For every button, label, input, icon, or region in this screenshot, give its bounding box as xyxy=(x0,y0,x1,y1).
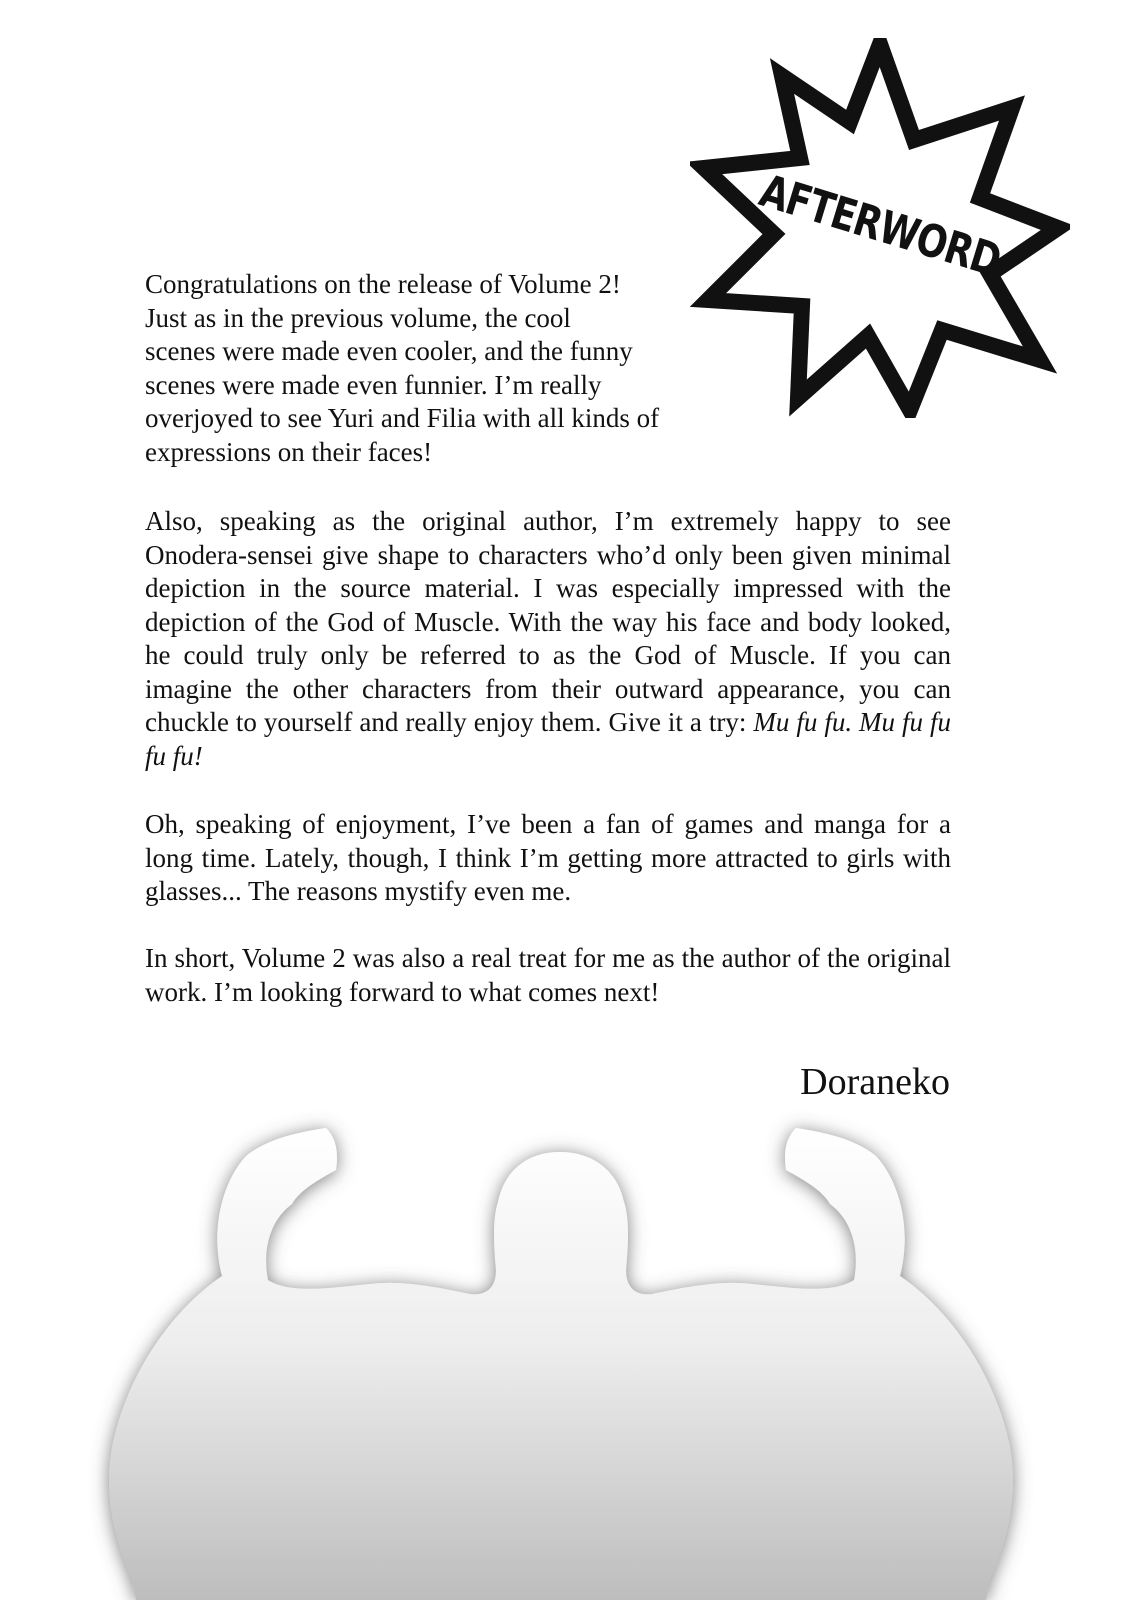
muscle-silhouette-illustration xyxy=(0,1110,1123,1600)
paragraph-original-author xyxy=(145,505,951,773)
paragraph-line: expressions on their faces! xyxy=(145,436,433,467)
paragraph-enjoyment: Oh, speaking of enjoyment, I’ve been a fan of games and manga for a long time. Lately, though, I think I’m getting more attracted to girls with glasses... The reasons mystify even me. xyxy=(145,809,951,906)
paragraph-closing: In short, Volume 2 was also a real treat for me as the author of the original work. I’m looking forward to what comes next! xyxy=(145,943,951,1007)
afterword-title: AFTERWORD xyxy=(753,165,1007,288)
paragraph-line: scenes were made even cooler, and the funny xyxy=(145,336,633,366)
paragraph-line: Congratulations on the release of Volume 2! xyxy=(145,269,621,299)
laugh-italic: Mu fu fu. Mu fu fu fu fu! xyxy=(145,707,951,771)
paragraph-line: Just as in the previous volume, the cool xyxy=(145,302,571,333)
paragraph-line: scenes were made even funnier. I’m really xyxy=(145,369,602,400)
paragraph-congratulations xyxy=(145,268,745,469)
author-signature: Doraneko xyxy=(800,1061,950,1103)
flexing-man-icon xyxy=(0,1110,1123,1600)
paragraph-line: overjoyed to see Yuri and Filia with all kinds of xyxy=(145,403,660,433)
paragraph-body: Also, speaking as the original author, I’m extremely happy to see Onodera-sensei give shape to characters who’d only been given minimal depiction in the source material. I was especially impressed with the depiction of the God of Muscle. With the way his face and body looked, he could truly only be referred to as the God of Muscle. If you can imagine the other characters from their outward appearance, you can chuckle to yourself and really enjoy them. Give it a try: xyxy=(145,506,951,737)
afterword-starburst xyxy=(690,38,1070,418)
